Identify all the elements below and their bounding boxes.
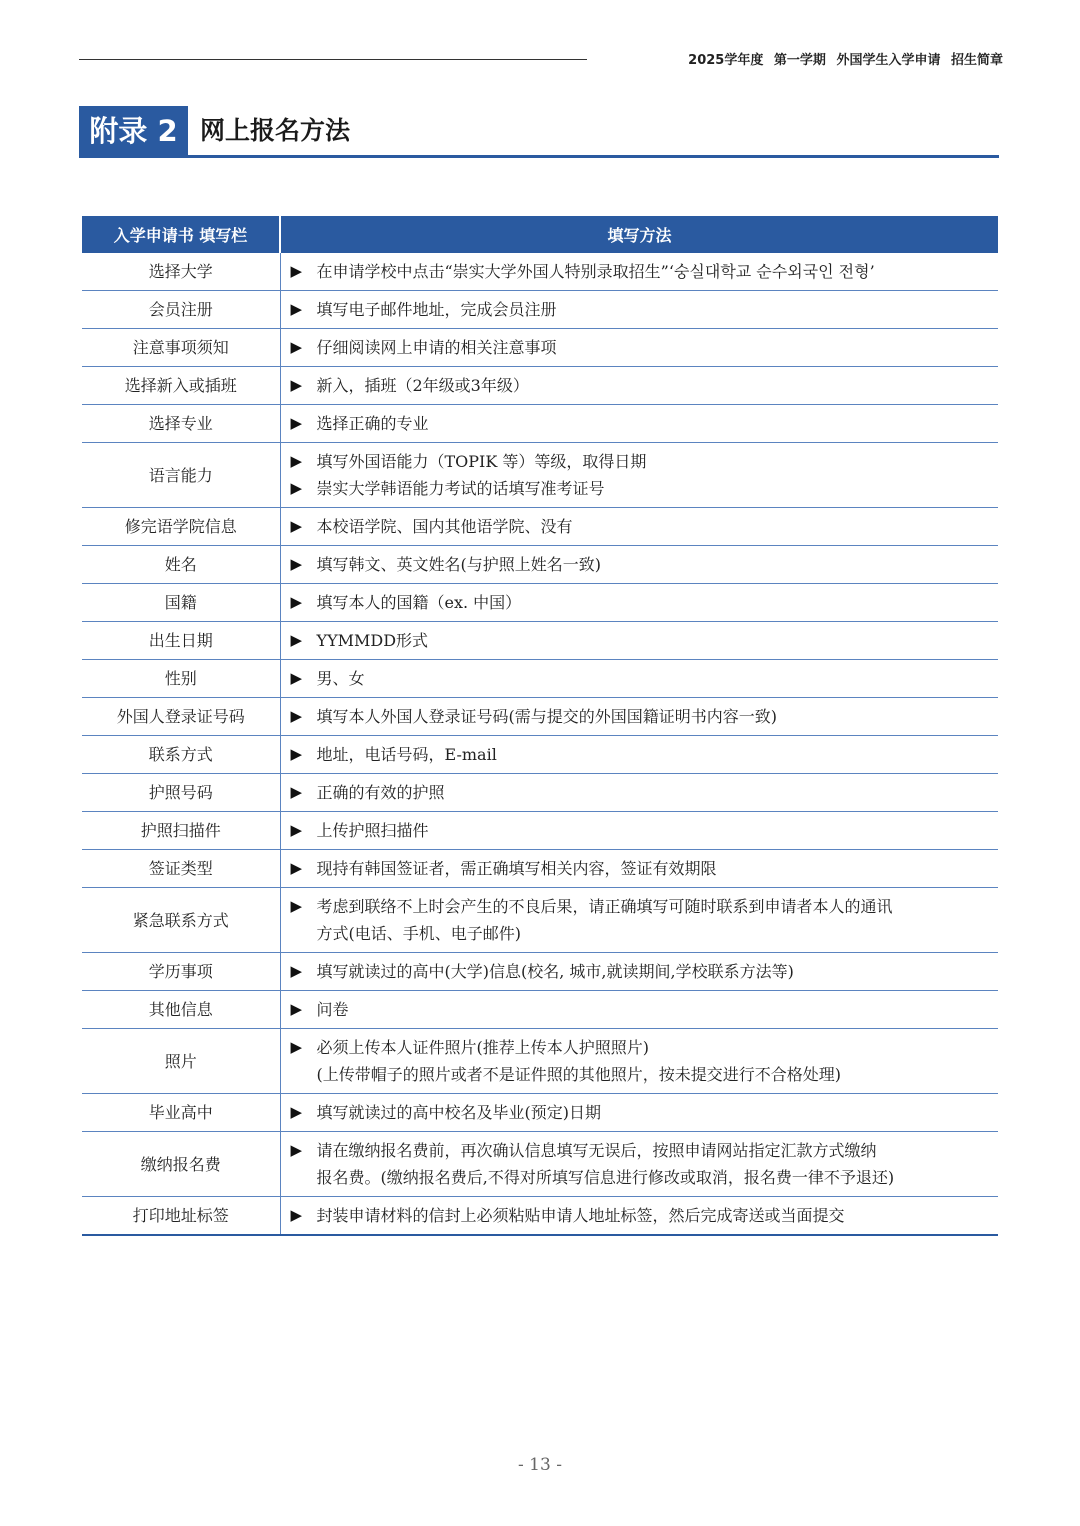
header-rule (79, 59, 587, 60)
bullet-arrow-icon: ▶ (290, 452, 303, 470)
field-label: 照片 (82, 1029, 280, 1094)
method-line (291, 475, 999, 502)
method-line (291, 551, 999, 578)
bullet-arrow-icon: ▶ (290, 300, 303, 318)
method-cell (280, 443, 998, 508)
method-text: 仔细阅读网上申请的相关注意事项 (316, 338, 557, 357)
field-label: 姓名 (82, 546, 280, 584)
table-row (82, 329, 998, 367)
field-label: 签证类型 (82, 850, 280, 888)
method-cell (280, 584, 998, 622)
method-line (291, 513, 999, 540)
method-text: 正确的有效的护照 (316, 783, 445, 802)
table-row (82, 508, 998, 546)
method-text: 现持有韩国签证者，需正确填写相关内容，签证有效期限 (316, 859, 717, 878)
method-cell (280, 888, 998, 953)
method-cell (280, 1029, 998, 1094)
bullet-arrow-icon: ▶ (290, 376, 303, 394)
method-line (291, 703, 999, 730)
method-line (291, 855, 999, 882)
method-cell (280, 953, 998, 991)
method-text: 问卷 (316, 1000, 349, 1019)
method-text: 地址，电话号码，E-mail (316, 745, 497, 764)
method-line (291, 958, 999, 985)
method-line (291, 1137, 999, 1164)
method-text: 封装申请材料的信封上必须粘贴申请人地址标签，然后完成寄送或当面提交 (316, 1206, 845, 1225)
method-text: 必须上传本人证件照片(推荐上传本人护照照片) (316, 1038, 649, 1057)
field-label: 选择大学 (82, 253, 280, 291)
method-cell (280, 1132, 998, 1197)
table-row (82, 991, 998, 1029)
method-text: 在申请学校中点击“崇实大学外国人特别录取招生”‘숭실대학교 순수외국인 전형’ (316, 262, 875, 281)
table-row (82, 812, 998, 850)
field-label: 修完语学院信息 (82, 508, 280, 546)
table-row (82, 736, 998, 774)
bullet-arrow-icon: ▶ (290, 962, 303, 980)
method-cell (280, 405, 998, 443)
table-row (82, 888, 998, 953)
method-cell (280, 622, 998, 660)
method-line (291, 817, 999, 844)
method-text: 选择正确的专业 (316, 414, 429, 433)
table-row (82, 405, 998, 443)
method-cell (280, 736, 998, 774)
header-doc: 招生简章 (950, 53, 1003, 68)
method-line (291, 893, 999, 920)
bullet-arrow-icon: ▶ (290, 338, 303, 356)
bullet-arrow-icon: ▶ (290, 414, 303, 432)
method-line (291, 1202, 999, 1229)
bullet-arrow-icon: ▶ (290, 479, 303, 497)
method-cell (280, 850, 998, 888)
header-semester: 第一学期 (773, 53, 826, 68)
field-label: 护照号码 (82, 774, 280, 812)
method-cell (280, 508, 998, 546)
method-cell (280, 1094, 998, 1132)
field-label: 毕业高中 (82, 1094, 280, 1132)
table-header-row (82, 216, 998, 253)
field-label: 紧急联系方式 (82, 888, 280, 953)
method-text: 填写外国语能力（TOPIK 等）等级，取得日期 (316, 452, 647, 471)
method-text: 本校语学院、国内其他语学院、没有 (316, 517, 573, 536)
field-label: 护照扫描件 (82, 812, 280, 850)
bullet-arrow-icon: ▶ (290, 631, 303, 649)
table-row (82, 1094, 998, 1132)
header-year: 2025学年度 (688, 53, 764, 68)
table-row (82, 546, 998, 584)
bullet-arrow-icon: ▶ (290, 821, 303, 839)
method-text: 填写本人外国人登录证号码(需与提交的外国国籍证明书内容一致) (316, 707, 777, 726)
method-line (291, 258, 999, 285)
field-label: 外国人登录证号码 (82, 698, 280, 736)
field-label: 选择新入或插班 (82, 367, 280, 405)
method-text: 填写就读过的高中(大学)信息(校名, 城市,就读期间,学校联系方法等) (316, 962, 794, 981)
bullet-arrow-icon: ▶ (290, 707, 303, 725)
bullet-arrow-icon: ▶ (290, 897, 303, 915)
method-text: 请在缴纳报名费前，再次确认信息填写无误后，按照申请网站指定汇款方式缴纳 (316, 1141, 877, 1160)
method-text: 崇实大学韩语能力考试的话填写准考证号 (316, 479, 605, 498)
method-text: 考虑到联络不上时会产生的不良后果，请正确填写可随时联系到申请者本人的通讯 (316, 897, 893, 916)
method-line (291, 1034, 999, 1061)
section-title (79, 106, 999, 158)
method-line (291, 372, 999, 399)
method-cell (280, 253, 998, 291)
method-text: 新入，插班（2年级或3年级） (316, 376, 529, 395)
method-cell (280, 991, 998, 1029)
table-row (82, 622, 998, 660)
method-line (291, 589, 999, 616)
table-row (82, 253, 998, 291)
bullet-arrow-icon: ▶ (290, 1141, 303, 1159)
bullet-arrow-icon: ▶ (290, 555, 303, 573)
field-label: 其他信息 (82, 991, 280, 1029)
method-cell (280, 1197, 998, 1236)
method-text: 填写韩文、英文姓名(与护照上姓名一致) (316, 555, 601, 574)
bullet-arrow-icon: ▶ (290, 593, 303, 611)
method-line (291, 996, 999, 1023)
column-header-method: 填写方法 (280, 216, 998, 253)
bullet-arrow-icon: ▶ (290, 1103, 303, 1121)
application-guide-table (82, 216, 998, 1236)
method-text: 填写就读过的高中校名及毕业(预定)日期 (316, 1103, 601, 1122)
table-row (82, 1029, 998, 1094)
field-label: 联系方式 (82, 736, 280, 774)
page-title: 网上报名方法 (200, 116, 351, 145)
method-line (291, 410, 999, 437)
running-header (688, 49, 1003, 68)
bullet-arrow-icon: ▶ (290, 262, 303, 280)
table-row (82, 953, 998, 991)
method-text: 上传护照扫描件 (316, 821, 429, 840)
table-row (82, 774, 998, 812)
method-line (291, 779, 999, 806)
method-cell (280, 367, 998, 405)
page-number: - 13 - (518, 1455, 562, 1475)
field-label: 选择专业 (82, 405, 280, 443)
field-label: 会员注册 (82, 291, 280, 329)
method-cell (280, 660, 998, 698)
field-label: 性别 (82, 660, 280, 698)
table-row (82, 850, 998, 888)
field-label: 国籍 (82, 584, 280, 622)
method-cell (280, 329, 998, 367)
method-line (291, 448, 999, 475)
field-label: 打印地址标签 (82, 1197, 280, 1236)
table-row (82, 584, 998, 622)
method-line (291, 665, 999, 692)
field-label: 注意事项须知 (82, 329, 280, 367)
table-row (82, 698, 998, 736)
bullet-arrow-icon: ▶ (290, 745, 303, 763)
field-label: 语言能力 (82, 443, 280, 508)
table-row (82, 1132, 998, 1197)
bullet-arrow-icon: ▶ (290, 517, 303, 535)
field-label: 学历事项 (82, 953, 280, 991)
bullet-arrow-icon: ▶ (290, 1038, 303, 1056)
method-cell (280, 812, 998, 850)
method-text: 填写本人的国籍（ex. 中国） (316, 593, 522, 612)
appendix-badge: 附录 2 (79, 106, 188, 156)
method-continuation: (上传带帽子的照片或者不是证件照的其他照片，按未提交进行不合格处理) (316, 1065, 841, 1084)
method-cell (280, 698, 998, 736)
bullet-arrow-icon: ▶ (290, 1206, 303, 1224)
method-cell (280, 546, 998, 584)
bullet-arrow-icon: ▶ (290, 859, 303, 877)
method-line (291, 627, 999, 654)
title-underline (79, 155, 999, 158)
bullet-arrow-icon: ▶ (290, 669, 303, 687)
column-header-field: 入学申请书 填写栏 (82, 216, 280, 253)
method-cell (280, 291, 998, 329)
table-row (82, 660, 998, 698)
field-label: 缴纳报名费 (82, 1132, 280, 1197)
method-line (291, 741, 999, 768)
method-cell (280, 774, 998, 812)
method-line (291, 334, 999, 361)
table-row (82, 367, 998, 405)
header-subject: 外国学生入学申请 (836, 53, 941, 68)
method-continuation: 方式(电话、手机、电子邮件) (316, 924, 521, 943)
method-line (291, 1099, 999, 1126)
table-row (82, 443, 998, 508)
method-continuation: 报名费。(缴纳报名费后,不得对所填写信息进行修改或取消，报名费一律不予退还) (316, 1168, 895, 1187)
method-text: 填写电子邮件地址，完成会员注册 (316, 300, 557, 319)
method-text: YYMMDD形式 (316, 631, 429, 650)
table-row (82, 291, 998, 329)
method-text: 男、女 (316, 669, 365, 688)
table-row (82, 1197, 998, 1236)
method-line (291, 296, 999, 323)
bullet-arrow-icon: ▶ (290, 783, 303, 801)
field-label: 出生日期 (82, 622, 280, 660)
bullet-arrow-icon: ▶ (290, 1000, 303, 1018)
